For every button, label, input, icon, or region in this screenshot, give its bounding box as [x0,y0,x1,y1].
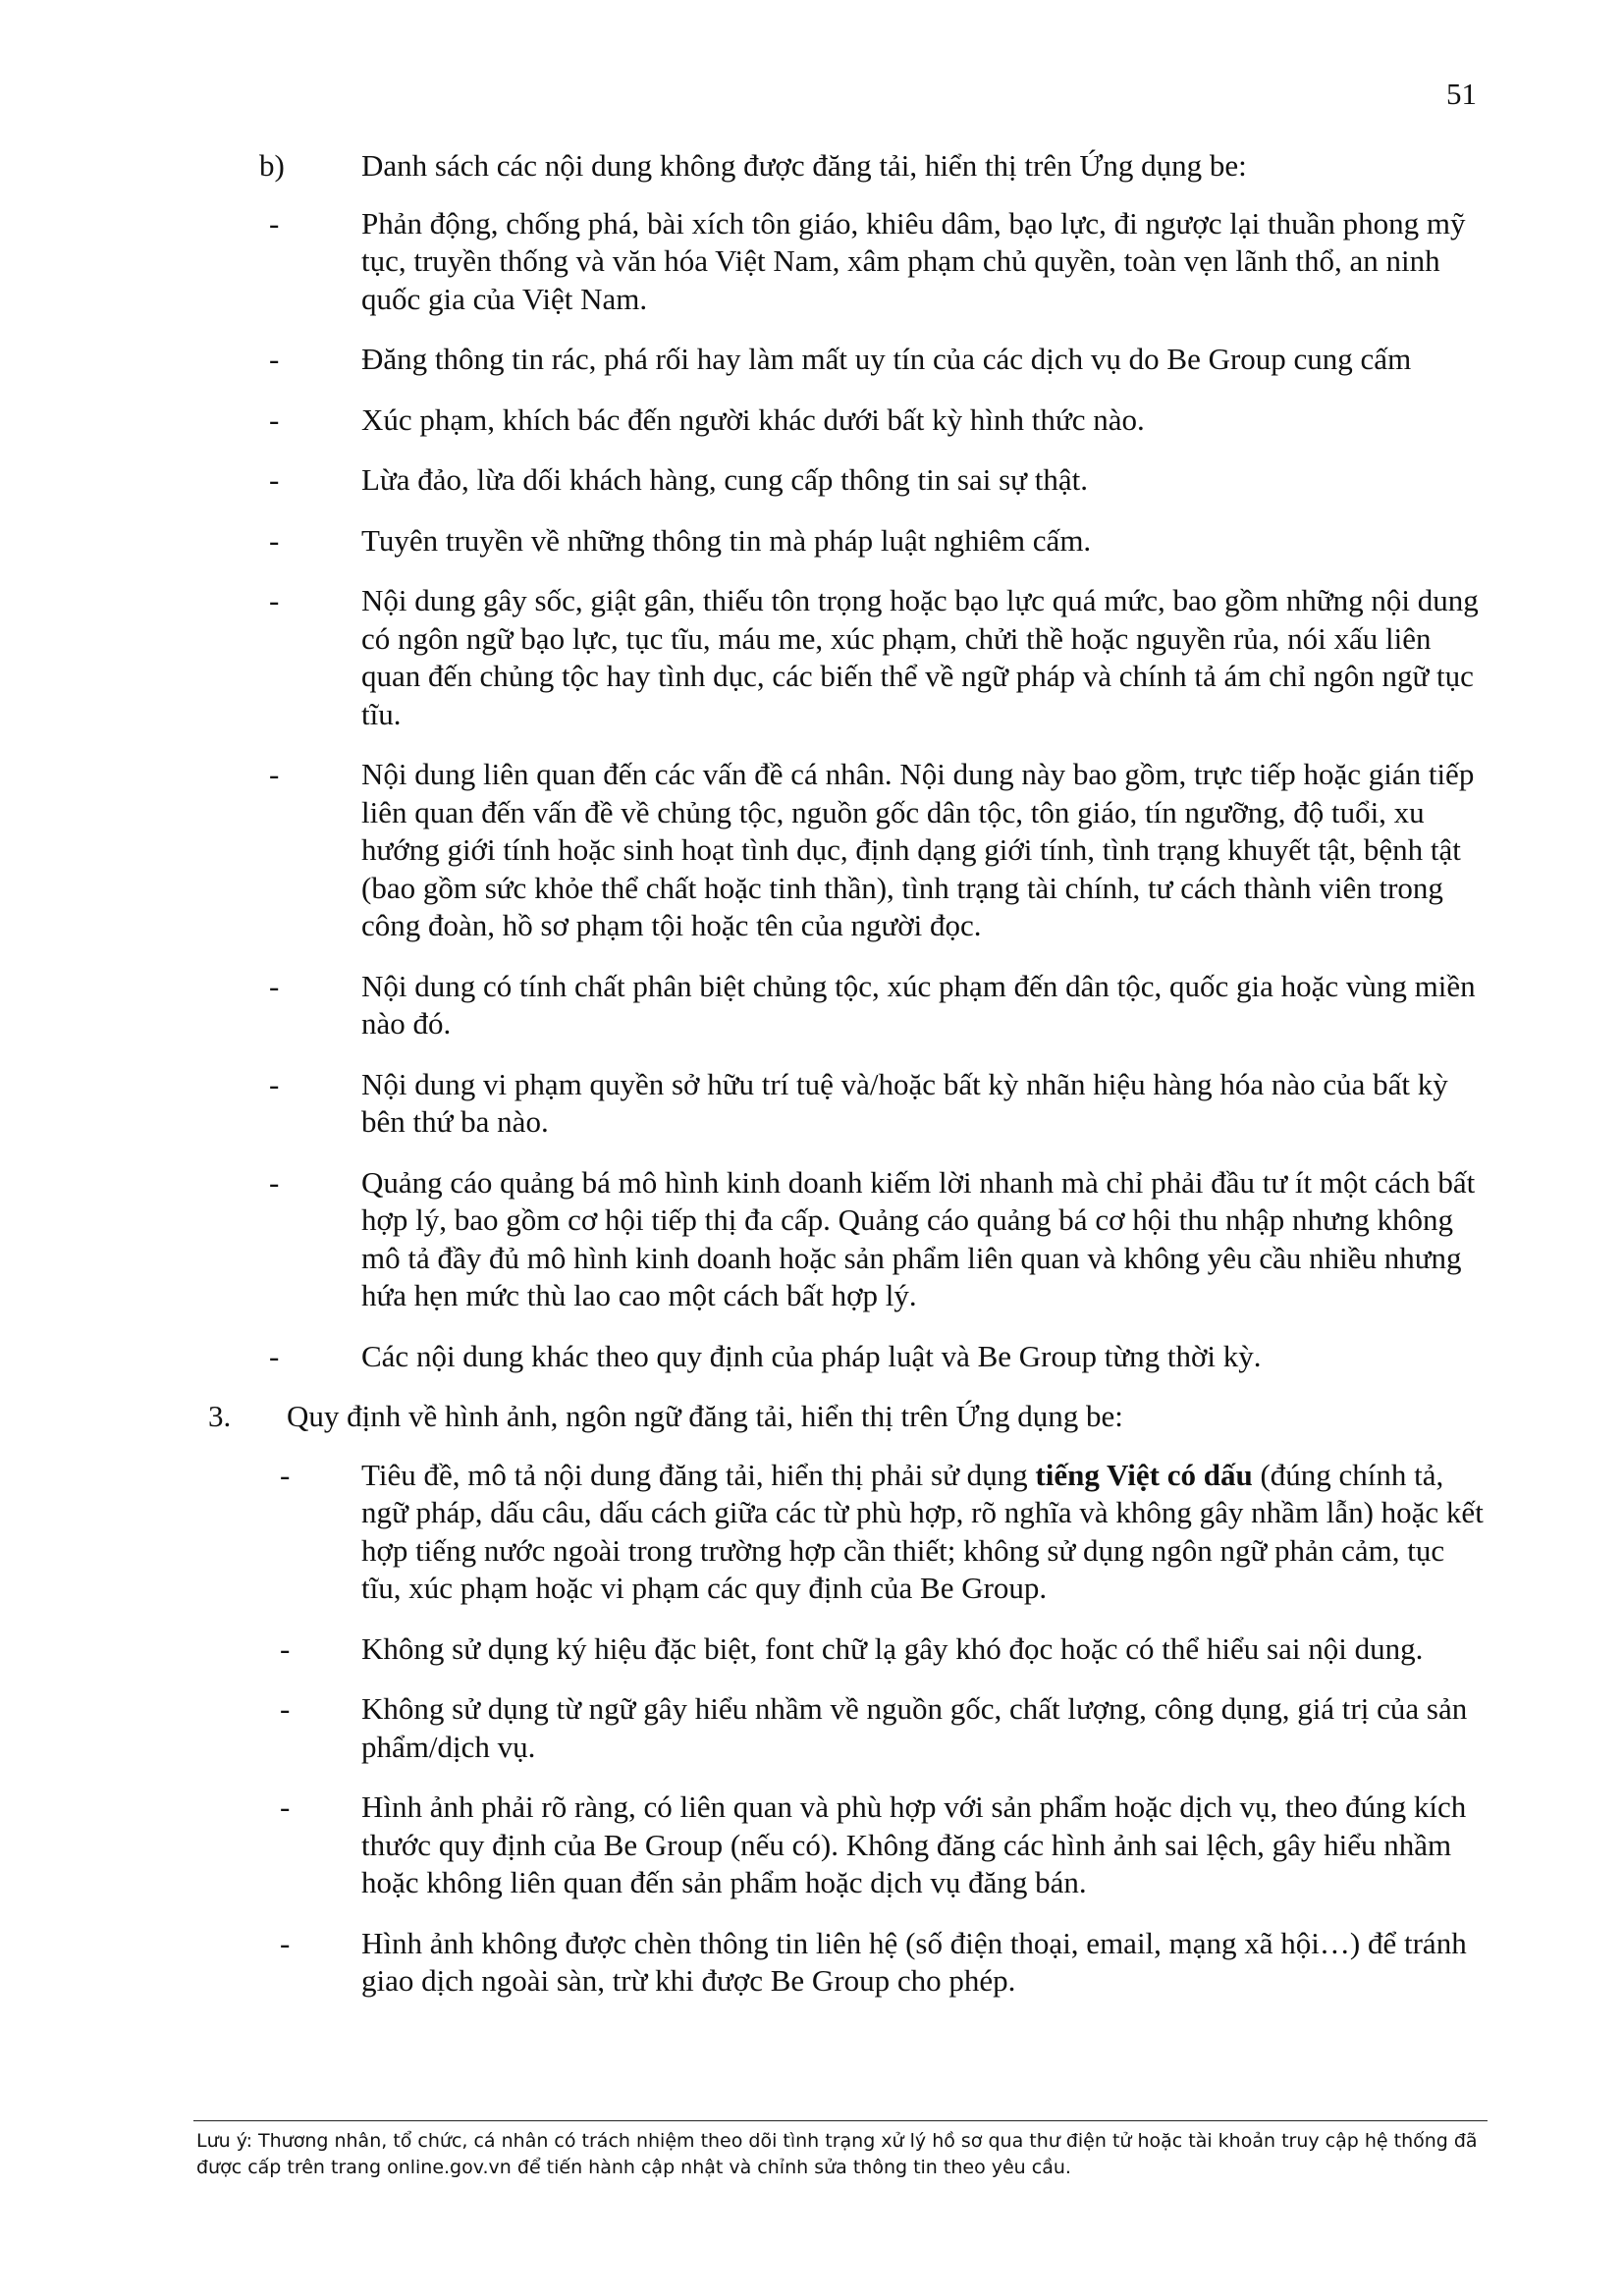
footer-divider [193,2120,1488,2121]
list-item [208,205,1487,319]
dash-marker: - [269,968,280,1003]
list-item-text: Nội dung liên quan đến các vấn đề cá nhân. Nội dung này bao gồm, trực tiếp hoặc gián tiếp liên quan đến vấn đề về chủng tộc, nguồn gốc dân tộc, tôn giáo, tín ngưỡng, độ tuổi, xu hướng giới tính hoặc sinh hoạt tình dục, định dạng giới tính, tình trạng khuyết tật, bệnh tật (bao gồm sức khỏe thể chất hoặc tinh thần), tình trạng tài chính, tư cách thành viên trong công đoàn, hồ sơ phạm tội hoặc tên của người đọc. [361,757,1475,942]
dash-marker: - [269,462,280,497]
list-item-text: Không sử dụng từ ngữ gây hiểu nhầm về nguồn gốc, chất lượng, công dụng, giá trị của sản phẩm/dịch vụ. [361,1691,1468,1764]
dash-marker: - [280,1630,291,1666]
footer-note: Lưu ý: Thương nhân, tổ chức, cá nhân có trách nhiệm theo dõi tình trạng xử lý hồ sơ qua thư điện tử hoặc tài khoản truy cập hệ thống đã được cấp trên trang online.gov.vn để tiến hành cập nhật và chỉnh sửa thông tin theo yêu cầu. [196,2130,1478,2178]
list-item-text-part: Tiêu đề, mô tả nội dung đăng tải, hiển thị phải sử dụng [361,1457,1036,1492]
list-item-text: Đăng thông tin rác, phá rối hay làm mất uy tín của các dịch vụ do Be Group cung cấm [361,342,1412,376]
list-item [208,1338,1487,1376]
list-item-text: Hình ảnh phải rõ ràng, có liên quan và phù hợp với sản phẩm hoặc dịch vụ, theo đúng kích thước quy định của Be Group (nếu có). Không đăng các hình ảnh sai lệch, gây hiểu nhầm hoặc không liên quan đến sản phẩm hoặc dịch vụ đăng bán. [361,1789,1467,1899]
dash-marker: - [280,1925,291,1960]
emphasis-text: tiếng Việt có dấu [1035,1457,1253,1492]
document-body [208,147,1487,2023]
list-item-text: Phản động, chống phá, bài xích tôn giáo, khiêu dâm, bạo lực, đi ngược lại thuần phong mỹ tục, truyền thống và văn hóa Việt Nam, xâm phạm chủ quyền, toàn vẹn lãnh thổ, an ninh quốc gia của Việt Nam. [361,205,1466,316]
list-item [208,1690,1487,1766]
list-item [208,341,1487,379]
section-3-marker: 3. [208,1399,232,1433]
list-item-text [361,1457,1487,1608]
dash-marker: - [269,583,280,617]
page-number: 51 [1446,77,1477,111]
list-item [208,1789,1487,1902]
list-item-text: Các nội dung khác theo quy định của pháp luật và Be Group từng thời kỳ. [361,1338,1262,1373]
dash-marker: - [269,401,280,437]
list-item [208,1457,1487,1608]
list-item [208,1630,1487,1669]
list-item [208,401,1487,440]
list-item-text: Quảng cáo quảng bá mô hình kinh doanh kiếm lời nhanh mà chỉ phải đầu tư ít một cách bất hợp lý, bao gồm cơ hội tiếp thị đa cấp. Quảng cáo quảng bá cơ hội thu nhập nhưng không mô tả đầy đủ mô hình kinh doanh hoặc sản phẩm liên quan và không yêu cầu nhiều nhưng hứa hẹn mức thù lao cao một cách bất hợp lý. [361,1164,1476,1312]
section-3-heading [208,1398,1487,1436]
list-item-text: Không sử dụng ký hiệu đặc biệt, font chữ lạ gây khó đọc hoặc có thể hiểu sai nội dung. [361,1630,1424,1666]
section-b-heading [208,147,1487,186]
section-b-title: Danh sách các nội dung không được đăng tải, hiển thị trên Ứng dụng be: [361,148,1247,183]
list-item [208,1164,1487,1315]
section-b-marker: b) [259,148,285,183]
dash-marker: - [269,757,280,791]
list-item-text: Lừa đảo, lừa dối khách hàng, cung cấp thông tin sai sự thật. [361,462,1088,497]
list-item-text: Nội dung gây sốc, giật gân, thiếu tôn trọng hoặc bạo lực quá mức, bao gồm những nội dung có ngôn ngữ bạo lực, tục tĩu, máu me, xúc phạm, chửi thề hoặc nguyền rủa, nói xấu liên quan đến chủng tộc hay tình dục, các biến thể về ngữ pháp và chính tả ám chỉ ngôn ngữ tục tĩu. [361,583,1479,731]
dash-marker: - [280,1789,291,1824]
list-item [208,522,1487,561]
dash-marker: - [269,1066,280,1101]
list-item [208,756,1487,945]
list-item-text: Hình ảnh không được chèn thông tin liên hệ (số điện thoại, email, mạng xã hội…) để tránh giao dịch ngoài sàn, trừ khi được Be Group cho phép. [361,1925,1467,1998]
dash-marker: - [280,1457,291,1492]
list-item [208,1925,1487,2001]
list-item-text: Tuyên truyền về những thông tin mà pháp luật nghiêm cấm. [361,522,1092,558]
dash-marker: - [269,1164,280,1200]
section-3-title: Quy định về hình ảnh, ngôn ngữ đăng tải, hiển thị trên Ứng dụng be: [287,1399,1123,1433]
list-item [208,461,1487,500]
list-item [208,582,1487,733]
dash-marker: - [269,522,280,558]
dash-marker: - [269,205,280,240]
list-item-text-part: (đúng chính tả, ngữ pháp, dấu câu, dấu cách giữa các từ phù hợp, rõ nghĩa và không gây nhầm lẫn) hoặc kết hợp tiếng nước ngoài trong trường hợp cần thiết; không sử dụng ngôn ngữ phản cảm, tục tĩu, xúc phạm hoặc vi phạm các quy định của Be Group. [361,1457,1484,1605]
list-item-text: Xúc phạm, khích bác đến người khác dưới bất kỳ hình thức nào. [361,401,1145,437]
list-item-text: Nội dung có tính chất phân biệt chủng tộc, xúc phạm đến dân tộc, quốc gia hoặc vùng miền nào đó. [361,968,1476,1041]
list-item [208,968,1487,1043]
list-item-text: Nội dung vi phạm quyền sở hữu trí tuệ và/hoặc bất kỳ nhãn hiệu hàng hóa nào của bất kỳ bên thứ ba nào. [361,1066,1448,1139]
list-item [208,1066,1487,1142]
dash-marker: - [269,1338,280,1373]
dash-marker: - [280,1691,291,1726]
dash-marker: - [269,342,280,376]
